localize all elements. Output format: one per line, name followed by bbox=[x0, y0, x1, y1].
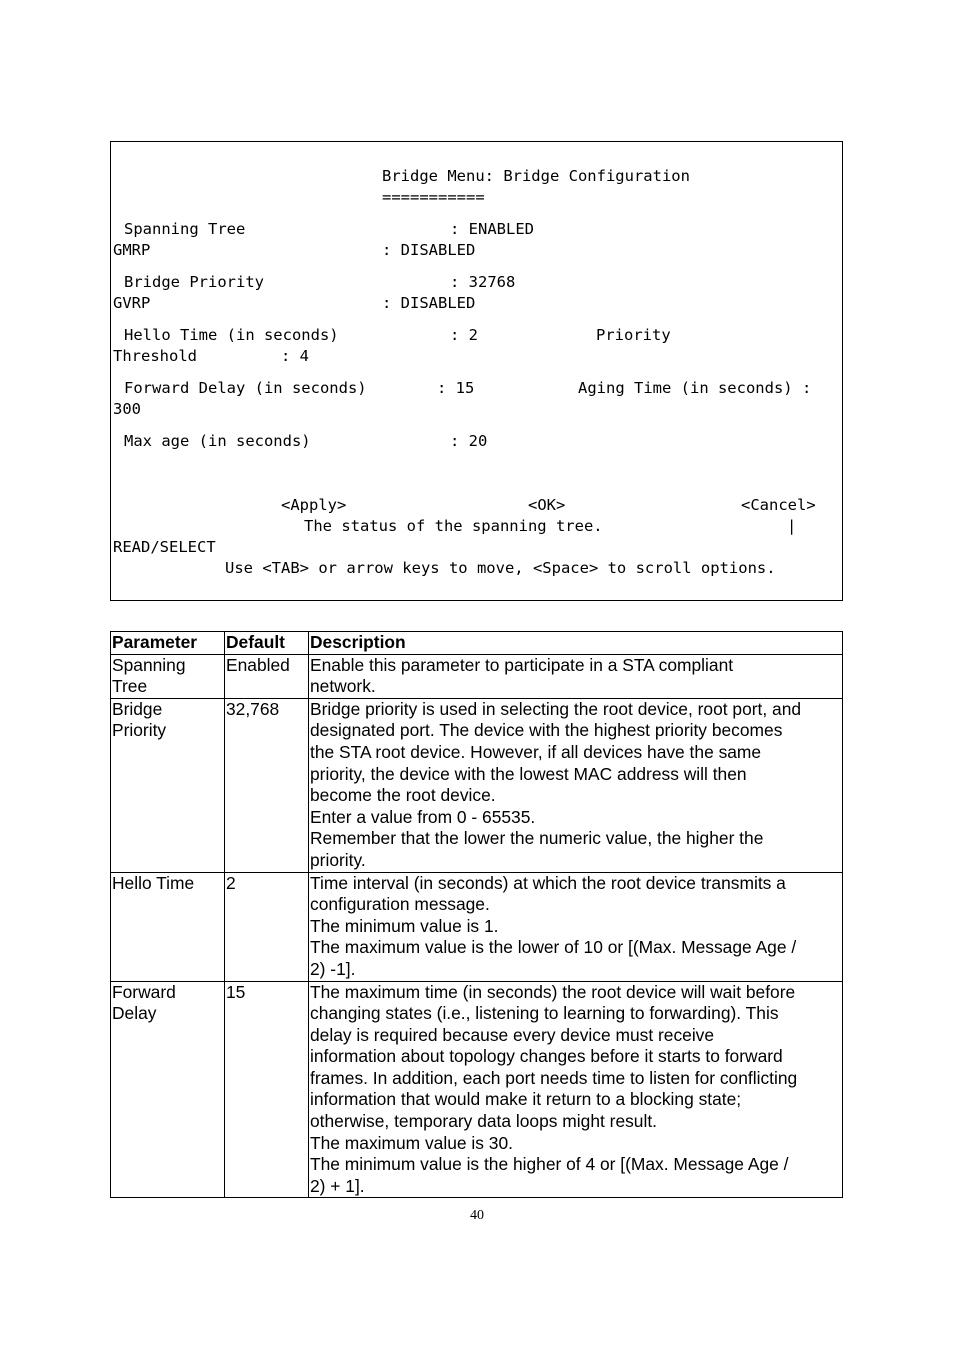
forward-delay-value[interactable]: : 15 bbox=[437, 379, 475, 397]
header-default: Default bbox=[225, 632, 309, 655]
field-mode: READ/SELECT bbox=[113, 538, 216, 556]
description-cell bbox=[309, 981, 843, 1198]
table-row bbox=[111, 981, 843, 1198]
parameter-name-line: Delay bbox=[112, 1003, 157, 1024]
table-header-row bbox=[111, 632, 843, 655]
parameter-name-line: Spanning bbox=[112, 654, 186, 675]
description-line: the STA root device. However, if all devices have the same bbox=[310, 741, 762, 762]
spanning-tree-value[interactable]: : ENABLED bbox=[450, 220, 534, 238]
description-line: network. bbox=[310, 676, 376, 697]
page-number: 40 bbox=[470, 1208, 484, 1223]
default-cell: 15 bbox=[225, 981, 309, 1198]
description-cell bbox=[309, 872, 843, 981]
aging-time-label: Aging Time (in seconds) : bbox=[578, 379, 812, 397]
parameter-name-line: Bridge bbox=[112, 698, 163, 719]
gmrp-label: GMRP bbox=[113, 241, 151, 259]
description-cell bbox=[309, 654, 843, 698]
default-cell: 2 bbox=[225, 872, 309, 981]
description-line: The maximum time (in seconds) the root device will wait before bbox=[310, 981, 796, 1002]
cancel-button[interactable]: <Cancel> bbox=[741, 496, 816, 514]
max-age-label: Max age (in seconds) bbox=[124, 432, 311, 450]
parameter-name-line: Tree bbox=[112, 676, 148, 697]
description-line: information that would make it return to a blocking state; bbox=[310, 1089, 742, 1110]
status-help-text: The status of the spanning tree. bbox=[304, 517, 603, 535]
parameter-table bbox=[110, 631, 843, 1198]
parameter-cell bbox=[111, 872, 225, 981]
bridge-config-console bbox=[110, 141, 843, 601]
description-line: Bridge priority is used in selecting the root device, root port, and bbox=[310, 698, 802, 719]
table-row bbox=[111, 698, 843, 872]
description-line: Enter a value from 0 - 65535. bbox=[310, 806, 536, 827]
parameter-name-line: Hello Time bbox=[112, 872, 195, 893]
description-line: The minimum value is the higher of 4 or [(Max. Message Age / bbox=[310, 1154, 789, 1175]
gmrp-value[interactable]: : DISABLED bbox=[382, 241, 476, 259]
console-title-underline: =========== bbox=[382, 188, 485, 206]
default-cell: Enabled bbox=[225, 654, 309, 698]
gvrp-value[interactable]: : DISABLED bbox=[382, 294, 476, 312]
status-separator: | bbox=[787, 517, 797, 535]
hello-time-value[interactable]: : 2 bbox=[450, 326, 478, 344]
gvrp-label: GVRP bbox=[113, 294, 151, 312]
forward-delay-label: Forward Delay (in seconds) bbox=[124, 379, 367, 397]
bridge-priority-value[interactable]: : 32768 bbox=[450, 273, 516, 291]
table-row bbox=[111, 872, 843, 981]
description-line: The minimum value is 1. bbox=[310, 915, 499, 936]
header-description: Description bbox=[309, 632, 843, 655]
description-line: frames. In addition, each port needs time to listen for conflicting bbox=[310, 1067, 798, 1088]
max-age-value[interactable]: : 20 bbox=[450, 432, 488, 450]
description-line: priority. bbox=[310, 849, 366, 870]
header-parameter: Parameter bbox=[111, 632, 225, 655]
priority-threshold-value[interactable]: : 4 bbox=[281, 347, 309, 365]
hello-time-label: Hello Time (in seconds) bbox=[124, 326, 339, 344]
parameter-name-line: Priority bbox=[112, 720, 167, 741]
parameter-cell bbox=[111, 698, 225, 872]
description-line: otherwise, temporary data loops might result. bbox=[310, 1111, 658, 1132]
navigation-help: Use <TAB> or arrow keys to move, <Space> to scroll options. bbox=[225, 559, 776, 577]
parameter-name-line: Forward bbox=[112, 981, 176, 1002]
description-line: Time interval (in seconds) at which the root device transmits a bbox=[310, 872, 786, 893]
description-line: configuration message. bbox=[310, 894, 490, 915]
console-title: Bridge Menu: Bridge Configuration bbox=[382, 167, 690, 185]
description-line: become the root device. bbox=[310, 785, 496, 806]
table-row bbox=[111, 654, 843, 698]
description-line: The maximum value is 30. bbox=[310, 1132, 513, 1153]
description-line: priority, the device with the lowest MAC address will then bbox=[310, 763, 747, 784]
description-line: Remember that the lower the numeric value, the higher the bbox=[310, 828, 764, 849]
description-line: designated port. The device with the highest priority becomes bbox=[310, 720, 783, 741]
description-line: The maximum value is the lower of 10 or [(Max. Message Age / bbox=[310, 937, 797, 958]
default-cell: 32,768 bbox=[225, 698, 309, 872]
description-line: Enable this parameter to participate in a STA compliant bbox=[310, 654, 734, 675]
description-line: 2) + 1]. bbox=[310, 1175, 365, 1196]
apply-button[interactable]: <Apply> bbox=[281, 496, 347, 514]
description-line: delay is required because every device must receive bbox=[310, 1024, 715, 1045]
description-cell bbox=[309, 698, 843, 872]
description-line: 2) -1]. bbox=[310, 958, 356, 979]
parameter-cell bbox=[111, 981, 225, 1198]
ok-button[interactable]: <OK> bbox=[528, 496, 566, 514]
priority-threshold-label-cont: Threshold bbox=[113, 347, 197, 365]
parameter-cell bbox=[111, 654, 225, 698]
spanning-tree-label: Spanning Tree bbox=[124, 220, 246, 238]
bridge-priority-label: Bridge Priority bbox=[124, 273, 264, 291]
description-line: changing states (i.e., listening to learning to forwarding). This bbox=[310, 1003, 779, 1024]
aging-time-value[interactable]: 300 bbox=[113, 400, 141, 418]
priority-threshold-label: Priority bbox=[596, 326, 671, 344]
description-line: information about topology changes before it starts to forward bbox=[310, 1046, 783, 1067]
